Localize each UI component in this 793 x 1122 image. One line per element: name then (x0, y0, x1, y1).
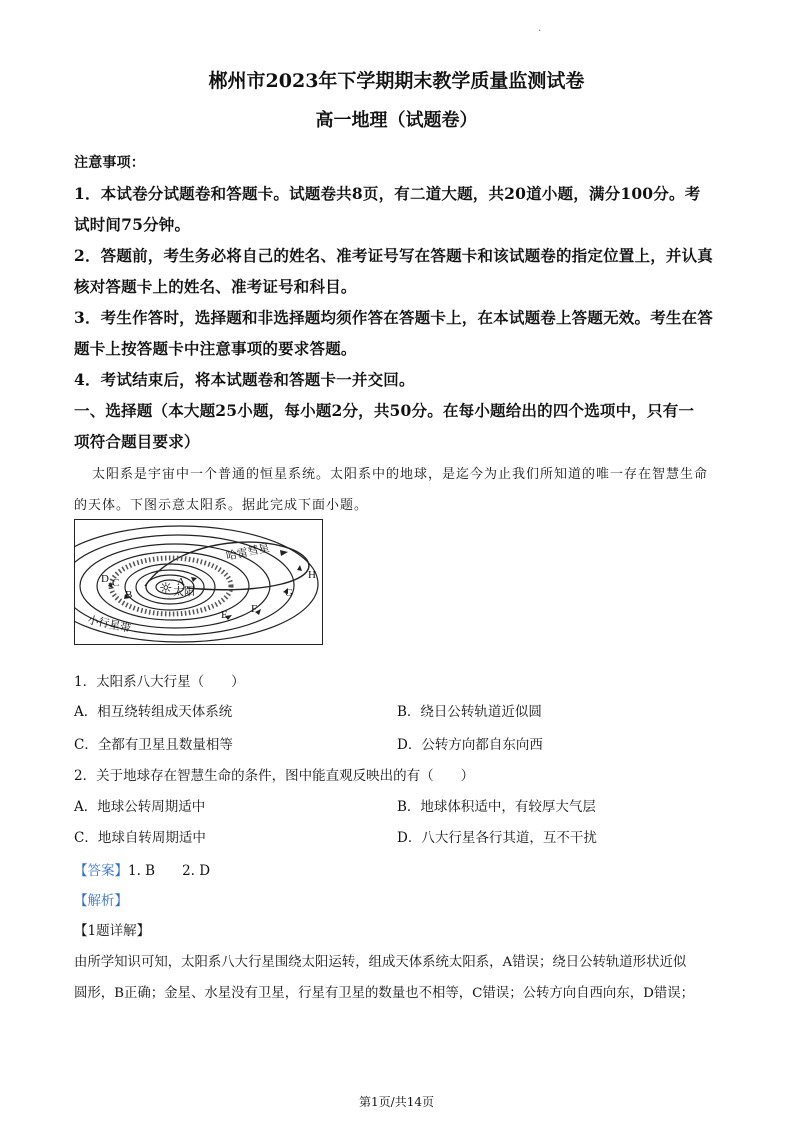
document-subtitle: 高一地理（试题卷） (315, 110, 478, 131)
label-b: B (125, 589, 133, 601)
label-asteroid-belt: 小行星带 (86, 614, 132, 636)
label-c: C (112, 577, 120, 589)
solar-system-figure (75, 520, 322, 644)
q1-detail-heading: 【1题详解】 (74, 923, 151, 939)
notice-item4: 4．考试结束后，将本试题卷和答题卡一并交回。 (74, 370, 415, 389)
q2-stem: 2．关于地球存在智慧生命的条件，图中能直观反映出的有（ ） (74, 768, 475, 784)
notice-item1-line1: 1．本试卷分试题卷和答题卡。试题卷共8页，有二道大题，共20道小题，满分100分。考 (74, 184, 701, 203)
analysis-tag: 【解析】 (74, 893, 128, 909)
label-sun: 太阳 (173, 586, 195, 598)
page-number: 第1页/共14页 (359, 1095, 434, 1109)
q2-option-a: A．地球公转周期适中 (74, 799, 206, 815)
label-f: F (251, 603, 258, 615)
notice-item3-line1: 3．考生作答时，选择题和非选择题均须作答在答题卡上，在本试题卷上答题无效。考生在答 (74, 308, 713, 327)
solar-system-diagram (74, 519, 323, 645)
document-title: 郴州市2023年下学期期末教学质量监测试卷 (208, 70, 585, 92)
q1-stem: 1．太阳系八大行星（ ） (74, 674, 245, 690)
notice-item2-line1: 2．答题前，考生务必将自己的姓名、准考证号写在答题卡和该试题卷的指定位置上，并认真 (74, 246, 713, 265)
notice-item3-line2: 题卡上按答题卡中注意事项的要求答题。 (74, 339, 357, 358)
answer-line (74, 859, 210, 879)
analysis-line1: 由所学知识可知，太阳系八大行星围绕太阳运转，组成天体系统太阳系，A错误；绕日公转轨道形状近似 (74, 955, 687, 970)
q1-option-c: C．全都有卫星且数量相等 (74, 737, 233, 753)
notice-item1-line2: 试时间75分钟。 (74, 215, 191, 234)
notice-item2-line2: 核对答题卡上的姓名、准考证号和科目。 (74, 277, 357, 296)
analysis-line2: 圆形，B正确；金星、水星没有卫星，行星有卫星的数量也不相等，C错误；公转方向自西向东，D错误； (74, 986, 695, 1001)
q1-option-d: D．公转方向都自东向西 (397, 737, 543, 753)
intro-line2: 的天体。下图示意太阳系。据此完成下面小题。 (74, 498, 369, 513)
q2-option-c: C．地球自转周期适中 (74, 830, 206, 846)
q2-option-b: B．地球体积适中，有较厚大气层 (397, 799, 596, 815)
q2-option-d: D．八大行星各行其道，互不干扰 (397, 830, 597, 846)
q1-option-b: B．绕日公转轨道近似圆 (397, 704, 542, 720)
halley-arrow (280, 550, 288, 556)
label-halley-comet: 哈雷彗星 (225, 542, 271, 563)
label-a: A (177, 576, 185, 588)
label-h: H (308, 569, 316, 581)
answer-text: 1. B 2. D (128, 863, 211, 879)
q1-option-a: A．相互绕转组成天体系统 (74, 704, 233, 720)
sun-icon: ☼ (159, 579, 173, 597)
section1-heading-line1: 一、选择题（本大题25小题，每小题2分，共50分。在每小题给出的四个选项中，只有一 (74, 401, 695, 420)
top-dot: · (538, 26, 542, 37)
orbit-arrow-h (297, 565, 302, 571)
section1-heading-line2: 项符合题目要求） (74, 432, 200, 451)
intro-line1: 太阳系是宇宙中一个普通的恒星系统。太阳系中的地球，是迄今为止我们所知道的唯一存在智慧生命 (92, 467, 709, 482)
label-d: D (101, 573, 109, 585)
label-e: E (221, 609, 228, 621)
label-g: G (285, 587, 293, 599)
notice-heading: 注意事项： (74, 155, 145, 171)
answer-tag: 【答案】 (74, 863, 128, 879)
